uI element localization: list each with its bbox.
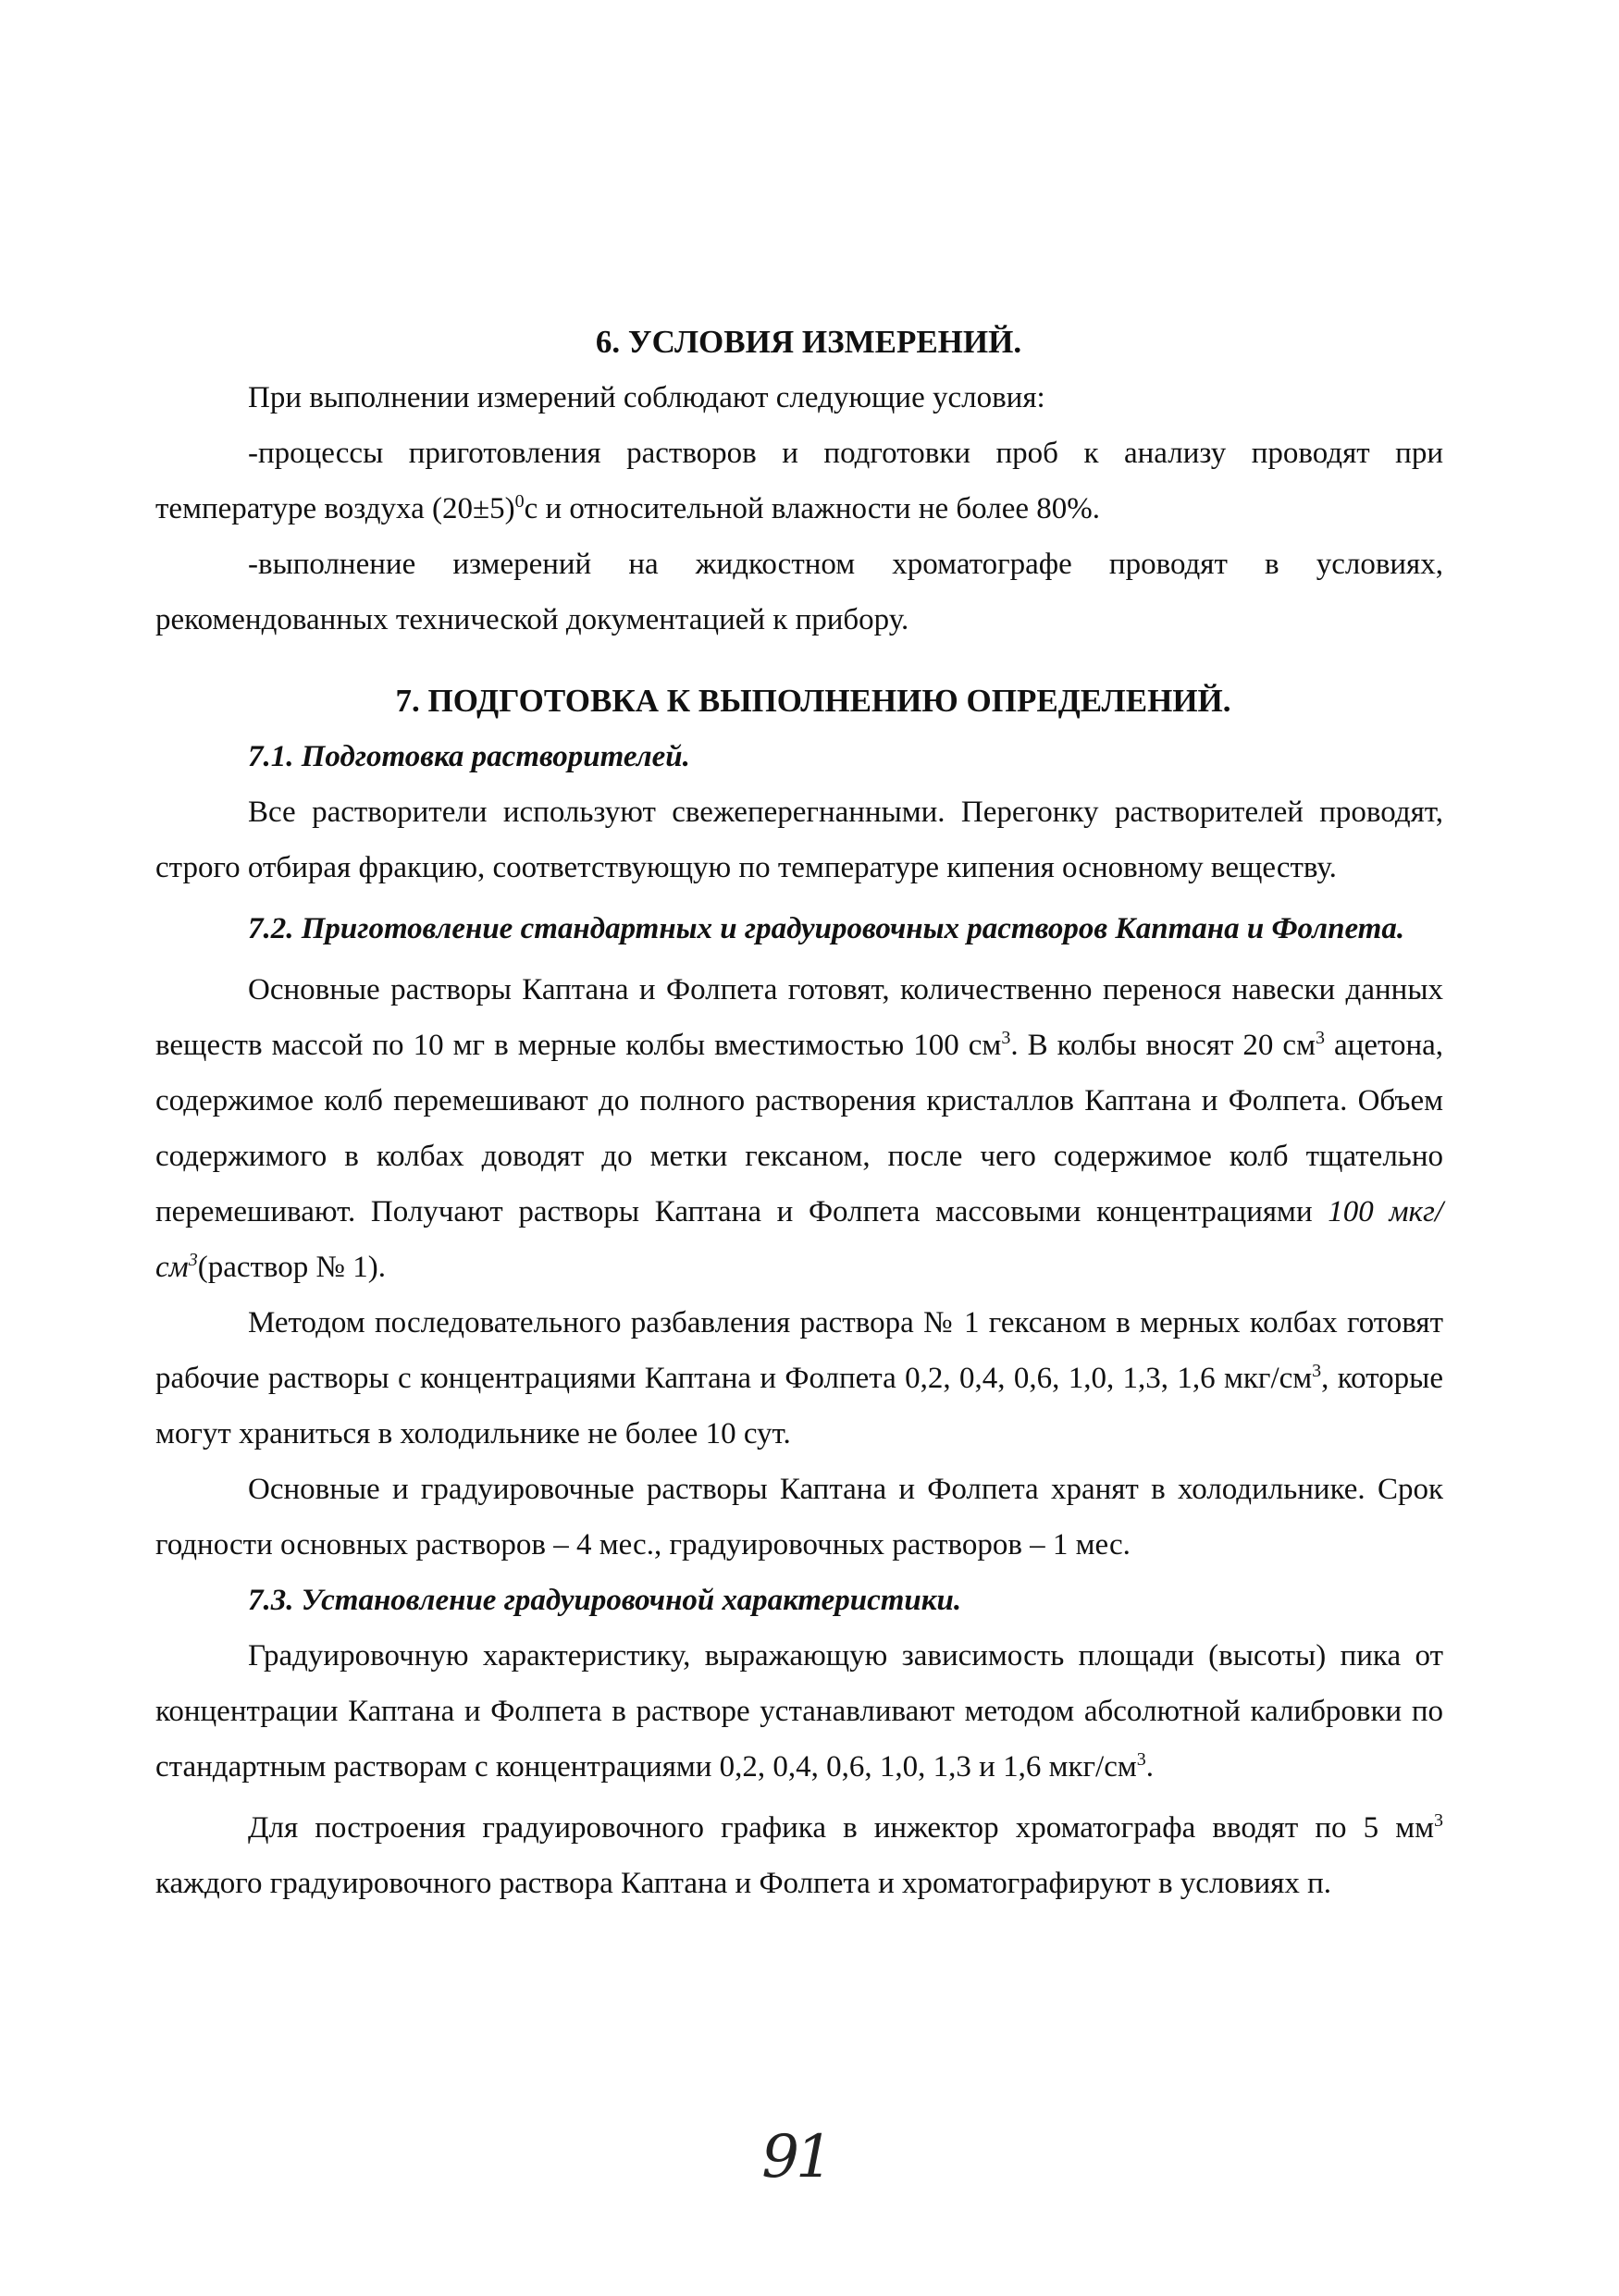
s71-text: Все растворители используют свежеперегнанными. Перегонку растворителей проводят, строго отбирая фракцию, соответствующую по температуре кипения основному веществу. [155, 796, 1443, 884]
s73-p1-b: . [1145, 1750, 1154, 1784]
document-body [155, 315, 1443, 1911]
subsection-7-2-paragraph-2 [155, 1295, 1443, 1462]
s72-p1-d: (раствор № 1). [197, 1251, 387, 1284]
section-6-intro-text: При выполнении измерений соблюдают следующие условия: [248, 381, 1045, 414]
cubic-superscript: 3 [1136, 1749, 1146, 1770]
s72-p3: Основные и градуировочные растворы Каптана и Фолпета хранят в холодильнике. Срок годности основных растворов – 4 мес., градуировочных растворов – 1 мес. [155, 1473, 1443, 1562]
subsection-7-3-paragraph-1 [155, 1628, 1443, 1795]
section-6-intro [155, 370, 1443, 426]
subsection-7-3-paragraph-2 [155, 1800, 1443, 1911]
s73-p1-a: Градуировочную характеристику, выражающую зависимость площади (высоты) пика от концентрации Каптана и Фолпета в растворе устанавливают методом абсолютной калибровки по стандартным растворам с концентрациями 0,2, 0,4, 0,6, 1,0, 1,3 и 1,6 мкг/см [155, 1639, 1443, 1784]
section-6-item-1 [155, 426, 1443, 537]
item-1-text-a: -процессы приготовления растворов и подготовки проб к анализу проводят при температуре воздуха (20±5) [155, 437, 1443, 525]
item-1-text-b: с и относительной влажности не более 80%. [524, 492, 1101, 525]
subsection-7-1-text [155, 784, 1443, 895]
cubic-superscript: 3 [188, 1250, 198, 1270]
degree-superscript: 0 [514, 491, 525, 512]
section-6-title: 6. УСЛОВИЯ ИЗМЕРЕНИЙ. [595, 324, 1022, 360]
s72-p2-b: , которые могут храниться в холодильнике не более 10 сут. [155, 1362, 1443, 1450]
s72-p2-a: Методом последовательного разбавления раствора № 1 гексаном в мерных колбах готовят рабочие растворы с концентрациями Каптана и Фолпета 0,2, 0,4, 0,6, 1,0, 1,3, 1,6 мкг/см [155, 1306, 1443, 1395]
s72-p1-a: Основные растворы Каптана и Фолпета готовят, количественно перенося навески данных веществ массой по 10 мг в мерные колбы вместимостью 100 см [155, 973, 1443, 1062]
s73-p2-b: каждого градуировочного раствора Каптана и Фолпета и хроматографируют в условиях п. [155, 1867, 1331, 1900]
page-number: 91 [761, 2123, 830, 2191]
subsection-7-2-title: 7.2. Приготовление стандартных и градуировочных растворов Каптана и Фолпета. [248, 912, 1405, 945]
cubic-superscript: 3 [1312, 1361, 1322, 1381]
s72-p1-c: ацетона, содержимое колб перемешивают до полного растворения кристаллов Каптана и Фолпета. Объем содержимого в колбах доводят до метки гексаном, после чего содержимое колб тщательно перемешивают. Получают растворы Каптана и Фолпета массовыми концентрациями [155, 1029, 1444, 1228]
section-6-item-2 [155, 537, 1443, 648]
s72-p1-italic: 100 мкг/см [155, 1195, 1443, 1284]
cubic-superscript: 3 [1315, 1028, 1325, 1048]
cubic-superscript: 3 [1434, 1810, 1443, 1831]
subsection-7-1-title: 7.1. Подготовка растворителей. [248, 740, 690, 773]
section-7-title: 7. ПОДГОТОВКА К ВЫПОЛНЕНИЮ ОПРЕДЕЛЕНИЙ. [395, 683, 1231, 719]
subsection-7-2-paragraph-1 [155, 962, 1443, 1295]
cubic-superscript: 3 [1001, 1028, 1011, 1048]
subsection-7-2-paragraph-3 [155, 1462, 1443, 1573]
s72-p1-b: . В колбы вносят 20 см [1010, 1029, 1316, 1062]
s73-p2-a: Для построения градуировочного графика в инжектор хроматографа вводят по 5 мм [248, 1811, 1434, 1845]
subsection-7-3-title: 7.3. Установление градуировочной характеристики. [248, 1584, 962, 1617]
item-2-text: -выполнение измерений на жидкостном хроматографе проводят в условиях, рекомендованных технической документацией к прибору. [155, 548, 1443, 636]
